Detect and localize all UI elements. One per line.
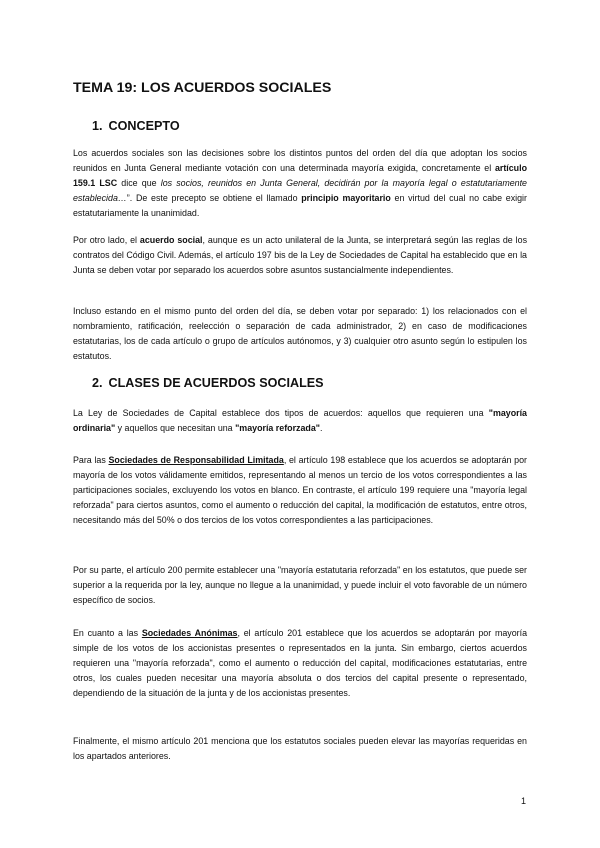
bold-text: artículo 159.1 LSC	[73, 163, 527, 189]
paragraph-concepto-2	[73, 233, 527, 278]
text-run: dice que	[117, 178, 161, 189]
bold-text: "mayoría reforzada"	[235, 423, 320, 434]
text-run: ”. De este precepto se obtiene el llamado	[126, 193, 302, 204]
underlined-term: Sociedades Anónimas	[141, 628, 238, 638]
text-run: .	[319, 423, 323, 434]
text-run: Por otro lado, el	[73, 235, 140, 245]
italic-quote: los socios, reunidos en Junta General, decidirán por la mayoría legal o estatutariamente establecida…	[73, 178, 527, 204]
section-number: 1.	[92, 119, 103, 133]
text-run: En cuanto a las	[73, 628, 142, 638]
paragraph-concepto-3: Incluso estando en el mismo punto del orden del día, se deben votar por separado: 1) los relacionados con el nombramiento, ratificación, reelección o separación de cada administrador, 2) en caso de modificaciones estatutarias, los de cada artículo o grupo de artículos autónomos, y 3) cualquier otro asunto según lo estipulen los estatutos.	[73, 306, 527, 362]
page-title: TEMA 19: LOS ACUERDOS SOCIALES	[73, 80, 332, 96]
text-run: Los acuerdos sociales son las decisiones sobre los distintos puntos del orden del día que adoptan los socios reunidos en Junta General mediante votación con una determinada mayoría exigida, concretamente el	[73, 148, 527, 174]
bold-text: principio mayoritario	[301, 193, 391, 204]
text-run: , el artículo 201 establece que los acuerdos se adoptarán por mayoría simple de los votos de los accionistas presentes o representados en la junta. Sin embargo, ciertos acuerdos requieren una "mayoría reforzada", como el aumento o reducción del capital, modificaciones estatutarias, entre otros, los cuales pueden necesitar una mayoría absoluta o dos tercios del capital presente o representado, dependiendo de la situación de la junta y de los accionistas presentes.	[73, 628, 528, 699]
paragraph-concepto-1	[73, 146, 527, 221]
text-run: en virtud del cual no cabe exigir estatutariamente la unanimidad.	[73, 193, 527, 219]
paragraph-sa	[73, 626, 527, 701]
paragraph-final: Finalmente, el mismo artículo 201 menciona que los estatutos sociales pueden elevar las mayorías requeridas en los apartados anteriores.	[73, 736, 527, 762]
page-number: 1	[521, 796, 527, 806]
text-run: y aquellos que necesitan una	[115, 423, 236, 434]
text-run: , el artículo 198 establece que los acuerdos se adoptarán por mayoría de los votos válidamente emitidos, representando al menos un tercio de los votos correspondientes a las participaciones sociales, excluyendo los votos en blanco. En contraste, el artículo 199 requiere una "mayoría legal reforzada" para ciertos asuntos, como el aumento o reducción del capital, la modificación de estatutos, entre otros, necesitando más del 50% o dos tercios de los votos correspondientes a las participaciones.	[73, 455, 527, 526]
section-title: CONCEPTO	[108, 119, 180, 133]
bold-text: "mayoría ordinaria"	[73, 408, 527, 434]
section-title: CLASES DE ACUERDOS SOCIALES	[108, 376, 324, 390]
paragraph-art200: Por su parte, el artículo 200 permite establecer una "mayoría estatutaria reforzada" en los estatutos, que puede ser superior a la requerida por la ley, aunque no llegue a la unanimidad, y puede incluir el voto favorable de un número específico de socios.	[73, 565, 527, 606]
paragraph-srl	[73, 453, 527, 528]
text-run: , aunque es un acto unilateral de la Junta, se interpretará según las reglas de los contratos del Código Civil. Además, el artículo 197 bis de la Ley de Sociedades de Capital ha establecido que en la Junta se deben votar por separado los acuerdos sobre asuntos sustancialmente independientes.	[73, 235, 528, 276]
text-run: La Ley de Sociedades de Capital establece dos tipos de acuerdos: aquellos que requieren una	[73, 408, 489, 418]
underlined-term: Sociedades de Responsabilidad Limitada	[108, 455, 284, 465]
bold-text: acuerdo social	[139, 235, 203, 245]
text-run: Para las	[73, 455, 109, 465]
section-number: 2.	[92, 376, 103, 390]
paragraph-clases-1	[73, 406, 527, 436]
section-heading-concepto	[92, 119, 180, 133]
section-heading-clases	[92, 376, 324, 390]
